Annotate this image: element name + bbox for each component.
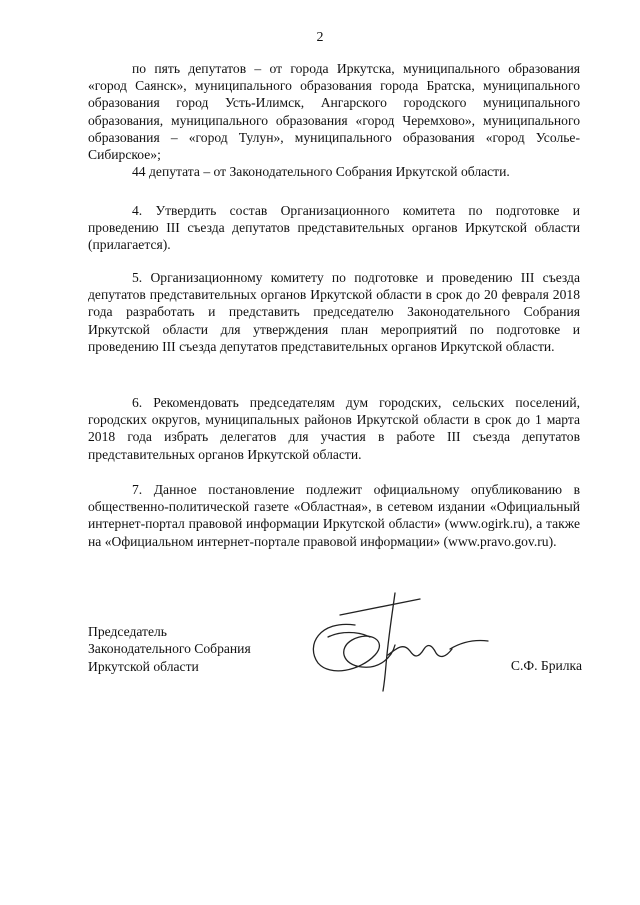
paragraph-text: 6. Рекомендовать председателям дум городских, сельских поселений, городских округов, муниципальных районов Иркутской области в срок до 1 марта 2018 года избрать делегатов для участия в работе III съезда депутатов представительных органов Иркутской области. <box>88 395 580 462</box>
paragraph-text: 5. Организационному комитету по подготовке и проведению III съезда депутатов представительных органов Иркутской области в срок до 20 февраля 2018 года разработать и представить председателю Законодательного Собрания Иркутской области для утверждения план мероприятий по подготовке и проведению III съезда депутатов представительных органов Иркутской области. <box>88 270 580 354</box>
signatory-title-line: Законодательного Собрания <box>88 641 251 657</box>
signatory-title <box>88 623 251 675</box>
page-number: 2 <box>316 30 324 45</box>
signatory-title-line: Иркутской области <box>88 658 199 674</box>
paragraph-item-7 <box>88 481 580 550</box>
paragraph-item-4 <box>88 202 580 254</box>
paragraph-tail: 44 депутата – от Законодательного Собрания Иркутской области. <box>132 164 510 180</box>
paragraph-text: 7. Данное постановление подлежит официальному опубликованию в общественно-политической газете «Областная», в сетевом издании «Официальный интернет-портал правовой информации Иркутской области» (www.ogirk.ru), а также на «Официальном интернет-портале правовой информации» (www.pravo.gov.ru). <box>88 482 580 549</box>
paragraph-item-5 <box>88 269 580 355</box>
handwritten-signature <box>300 585 510 695</box>
paragraph-text: по пять депутатов – от города Иркутска, муниципального образования «город Саянск», муниципального образования города Братска, муниципального образования город Усть-Илимск, Ангарского городского муниципального образования, муниципального образования «город Черемхово», муниципального образования – «город Тулун», муниципального образования «город Усолье-Сибирское»; <box>88 61 580 163</box>
paragraph-item-6 <box>88 394 580 463</box>
paragraph-text: 4. Утвердить состав Организационного комитета по подготовке и проведению III съезда депутатов представительных органов Иркутской области (прилагается). <box>88 203 580 253</box>
signatory-name: С.Ф. Брилка <box>510 658 582 673</box>
signatory-title-line: Председатель <box>88 624 167 639</box>
paragraph-deputies-five <box>88 60 580 180</box>
